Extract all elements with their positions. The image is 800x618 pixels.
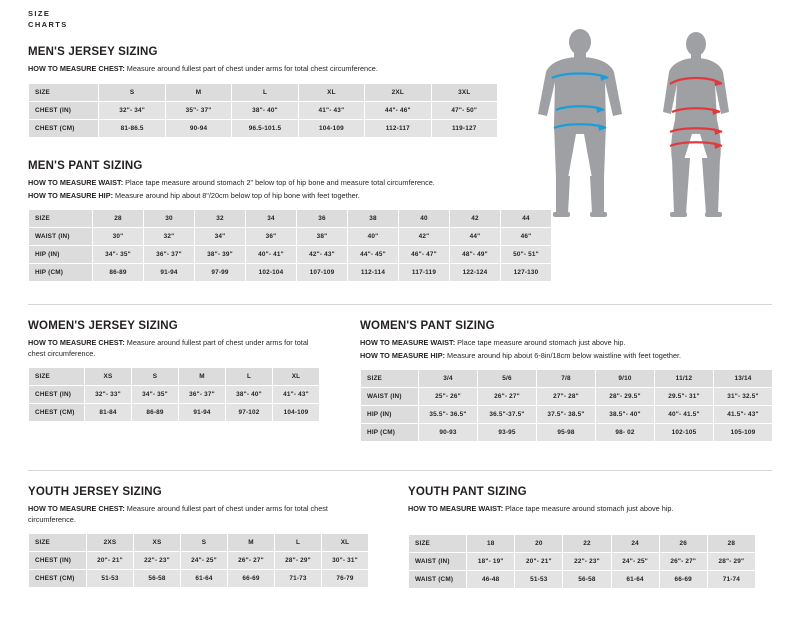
howto-lead: HOW TO MEASURE CHEST: [28, 338, 125, 347]
cell: 117-119 [399, 264, 450, 282]
body-diagrams [520, 28, 780, 228]
howto-text: Measure around hip about 8"/20cm below top of hip bone with feet together. [113, 190, 360, 200]
section-title: WOMEN'S PANT SIZING [360, 320, 495, 332]
col-header: 3/4 [419, 370, 478, 388]
row-label: CHEST (IN) [29, 386, 85, 404]
cell: 96.5-101.5 [232, 119, 298, 137]
col-header: SIZE [409, 534, 467, 552]
cell: 24"- 25" [181, 552, 228, 570]
cell: 25"- 26" [419, 388, 478, 406]
col-header: XL [298, 83, 364, 101]
col-header: 32 [195, 210, 246, 228]
cell: 91-94 [144, 264, 195, 282]
table-header-row [361, 370, 773, 388]
cell: 102-105 [655, 424, 714, 442]
col-header: 11/12 [655, 370, 714, 388]
row-label: CHEST (CM) [29, 404, 85, 422]
howto-lead: HOW TO MEASURE HIP: [360, 350, 445, 360]
cell: 61-64 [181, 570, 228, 588]
howto-hip [360, 351, 760, 362]
cell: 36" [246, 228, 297, 246]
col-header: XS [134, 534, 181, 552]
cell: 46-48 [467, 570, 515, 588]
howto-lead: HOW TO MEASURE CHEST: [28, 64, 125, 73]
section-title: MEN'S PANT SIZING [28, 160, 143, 172]
cell: 32"- 34" [99, 101, 165, 119]
col-header: 28 [707, 534, 755, 552]
cell: 34" [195, 228, 246, 246]
page-title [28, 8, 68, 30]
cell: 31"- 32.5" [714, 388, 773, 406]
section-youth-pant [408, 486, 768, 589]
col-header: 18 [467, 534, 515, 552]
page-title-line-1: SIZE [28, 9, 51, 18]
col-header: S [181, 534, 228, 552]
col-header: SIZE [29, 534, 87, 552]
cell: 38.5"- 40" [596, 406, 655, 424]
cell: 76-79 [322, 570, 369, 588]
cell: 36.5"-37.5" [478, 406, 537, 424]
cell: 32"- 33" [85, 386, 132, 404]
howto-chest [28, 64, 498, 75]
table-womens-jersey [28, 367, 320, 422]
cell: 34"- 35" [132, 386, 179, 404]
cell: 24"- 25" [611, 552, 659, 570]
table-womens-pant [360, 369, 773, 442]
cell: 93-95 [478, 424, 537, 442]
section-title: WOMEN'S JERSEY SIZING [28, 320, 178, 332]
table-header-row [409, 534, 756, 552]
cell: 38"- 40" [226, 386, 273, 404]
howto-waist [408, 504, 758, 515]
cell: 22"- 23" [563, 552, 611, 570]
cell: 29.5"- 31" [655, 388, 714, 406]
howto-text: Place tape measure around stomach just above hip. [503, 504, 674, 513]
col-header: 44 [501, 210, 552, 228]
cell: 112-114 [348, 264, 399, 282]
section-mens-jersey [28, 46, 498, 138]
cell: 97-102 [226, 404, 273, 422]
divider-1 [28, 304, 772, 305]
cell: 102-104 [246, 264, 297, 282]
col-header: XL [273, 368, 320, 386]
row-label: HIP (IN) [361, 406, 419, 424]
col-header: 7/8 [537, 370, 596, 388]
cell: 81-84 [85, 404, 132, 422]
col-header: 42 [450, 210, 501, 228]
cell: 107-109 [297, 264, 348, 282]
cell: 90-94 [165, 119, 231, 137]
cell: 61-64 [611, 570, 659, 588]
cell: 104-109 [273, 404, 320, 422]
howto-lead: HOW TO MEASURE HIP: [28, 190, 113, 200]
cell: 66-69 [228, 570, 275, 588]
cell: 48"- 49" [450, 246, 501, 264]
divider-2 [28, 470, 772, 471]
cell: 51-53 [515, 570, 563, 588]
cell: 127-130 [501, 264, 552, 282]
col-header: SIZE [29, 210, 93, 228]
cell: 46" [501, 228, 552, 246]
cell: 20"- 21" [87, 552, 134, 570]
cell: 28"- 29" [707, 552, 755, 570]
table-row [361, 406, 773, 424]
cell: 27"- 28" [537, 388, 596, 406]
howto-hip [28, 191, 528, 202]
cell: 71-73 [275, 570, 322, 588]
row-label: CHEST (IN) [29, 552, 87, 570]
table-row [29, 264, 552, 282]
cell: 37.5"- 38.5" [537, 406, 596, 424]
section-title: YOUTH PANT SIZING [408, 486, 527, 498]
table-header-row [29, 83, 498, 101]
howto-lead: HOW TO MEASURE WAIST: [360, 338, 456, 347]
cell: 51-53 [87, 570, 134, 588]
col-header: 26 [659, 534, 707, 552]
section-mens-pant [28, 160, 539, 282]
cell: 26"- 27" [659, 552, 707, 570]
col-header: M [228, 534, 275, 552]
col-header: SIZE [29, 368, 85, 386]
cell: 56-58 [134, 570, 181, 588]
cell: 44"- 46" [365, 101, 431, 119]
cell: 35.5"- 36.5" [419, 406, 478, 424]
cell: 42" [399, 228, 450, 246]
cell: 41"- 43" [273, 386, 320, 404]
cell: 95-98 [537, 424, 596, 442]
cell: 46"- 47" [399, 246, 450, 264]
col-header: 3XL [431, 83, 497, 101]
howto-chest [28, 504, 368, 525]
col-header: M [179, 368, 226, 386]
cell: 42"- 43" [297, 246, 348, 264]
col-header: 2XS [87, 534, 134, 552]
howto-lead: HOW TO MEASURE WAIST: [408, 504, 504, 513]
section-youth-jersey [28, 486, 378, 588]
cell: 36"- 37" [179, 386, 226, 404]
table-row [29, 246, 552, 264]
col-header: 30 [144, 210, 195, 228]
row-label: WAIST (CM) [409, 570, 467, 588]
cell: 32" [144, 228, 195, 246]
table-header-row [29, 210, 552, 228]
cell: 41"- 43" [298, 101, 364, 119]
howto-text: Place tape measure around stomach 2" below top of hip bone and measure total circumference. [123, 178, 435, 187]
table-row [361, 424, 773, 442]
table-row [29, 552, 369, 570]
cell: 47"- 50" [431, 101, 497, 119]
cell: 98- 02 [596, 424, 655, 442]
table-row [409, 552, 756, 570]
col-header: 22 [563, 534, 611, 552]
col-header: XS [85, 368, 132, 386]
row-label: HIP (CM) [29, 264, 93, 282]
col-header: 2XL [365, 83, 431, 101]
howto-text: Measure around fullest part of chest under arms for total chest circumference. [124, 64, 378, 73]
col-header: 13/14 [714, 370, 773, 388]
cell: 18"- 19" [467, 552, 515, 570]
col-header: S [99, 83, 165, 101]
cell: 86-89 [93, 264, 144, 282]
row-label: HIP (CM) [361, 424, 419, 442]
col-header: S [132, 368, 179, 386]
row-label: WAIST (IN) [29, 228, 93, 246]
col-header: L [275, 534, 322, 552]
howto-chest [28, 338, 318, 359]
cell: 122-124 [450, 264, 501, 282]
cell: 86-89 [132, 404, 179, 422]
table-youth-jersey [28, 533, 369, 588]
table-mens-pant [28, 209, 552, 282]
howto-text: Place tape measure around stomach just above hip. [455, 338, 626, 347]
row-label: WAIST (IN) [361, 388, 419, 406]
table-mens-jersey [28, 83, 498, 138]
table-row [29, 119, 498, 137]
howto-text: Measure around hip about 6-8in/18cm below waistline with feet together. [445, 350, 682, 360]
cell: 36"- 37" [144, 246, 195, 264]
howto-text: Measure around fullest part of chest under arms for total chest circumference. [28, 504, 328, 524]
cell: 26"- 27" [478, 388, 537, 406]
cell: 20"- 21" [515, 552, 563, 570]
cell: 81-86.5 [99, 119, 165, 137]
page-title-line-2: CHARTS [28, 20, 68, 29]
howto-lead: HOW TO MEASURE WAIST: [28, 178, 124, 187]
cell: 40"- 41.5" [655, 406, 714, 424]
cell: 91-94 [179, 404, 226, 422]
cell: 35"- 37" [165, 101, 231, 119]
cell: 44"- 45" [348, 246, 399, 264]
howto-waist [360, 338, 760, 349]
col-header: M [165, 83, 231, 101]
cell: 28"- 29" [275, 552, 322, 570]
cell: 97-99 [195, 264, 246, 282]
table-row [29, 404, 320, 422]
row-label: HIP (IN) [29, 246, 93, 264]
cell: 28"- 29.5" [596, 388, 655, 406]
col-header: 9/10 [596, 370, 655, 388]
section-womens-jersey [28, 320, 368, 422]
col-header: L [226, 368, 273, 386]
section-title: MEN'S JERSEY SIZING [28, 46, 158, 58]
table-youth-pant [408, 534, 756, 589]
howto-text: Measure around fullest part of chest under arms for total chest circumference. [28, 338, 309, 358]
male-body-diagram [538, 29, 622, 217]
table-row [409, 570, 756, 588]
row-label: CHEST (CM) [29, 119, 99, 137]
cell: 105-109 [714, 424, 773, 442]
cell: 40" [348, 228, 399, 246]
col-header: 5/6 [478, 370, 537, 388]
body-diagram-svg [520, 28, 780, 228]
table-header-row [29, 534, 369, 552]
cell: 38" [297, 228, 348, 246]
section-title: YOUTH JERSEY SIZING [28, 486, 162, 498]
table-header-row [29, 368, 320, 386]
table-row [29, 101, 498, 119]
cell: 30"- 31" [322, 552, 369, 570]
cell: 26"- 27" [228, 552, 275, 570]
section-womens-pant [360, 320, 780, 442]
cell: 119-127 [431, 119, 497, 137]
row-label: WAIST (IN) [409, 552, 467, 570]
table-row [29, 570, 369, 588]
female-body-diagram [663, 32, 729, 217]
col-header: 20 [515, 534, 563, 552]
col-header: 24 [611, 534, 659, 552]
col-header: 36 [297, 210, 348, 228]
cell: 38"- 40" [232, 101, 298, 119]
cell: 50"- 51" [501, 246, 552, 264]
col-header: L [232, 83, 298, 101]
row-label: CHEST (CM) [29, 570, 87, 588]
col-header: 38 [348, 210, 399, 228]
col-header: SIZE [29, 83, 99, 101]
cell: 90-93 [419, 424, 478, 442]
col-header: 40 [399, 210, 450, 228]
col-header: 34 [246, 210, 297, 228]
col-header: 28 [93, 210, 144, 228]
cell: 30" [93, 228, 144, 246]
cell: 71-74 [707, 570, 755, 588]
cell: 112-117 [365, 119, 431, 137]
col-header: XL [322, 534, 369, 552]
cell: 40"- 41" [246, 246, 297, 264]
table-row [29, 228, 552, 246]
cell: 22"- 23" [134, 552, 181, 570]
cell: 66-69 [659, 570, 707, 588]
table-row [361, 388, 773, 406]
cell: 34"- 35" [93, 246, 144, 264]
col-header: SIZE [361, 370, 419, 388]
cell: 38"- 39" [195, 246, 246, 264]
howto-waist [28, 178, 528, 189]
howto-lead: HOW TO MEASURE CHEST: [28, 504, 125, 513]
cell: 56-58 [563, 570, 611, 588]
cell: 104-109 [298, 119, 364, 137]
row-label: CHEST (IN) [29, 101, 99, 119]
cell: 41.5"- 43" [714, 406, 773, 424]
table-row [29, 386, 320, 404]
cell: 44" [450, 228, 501, 246]
